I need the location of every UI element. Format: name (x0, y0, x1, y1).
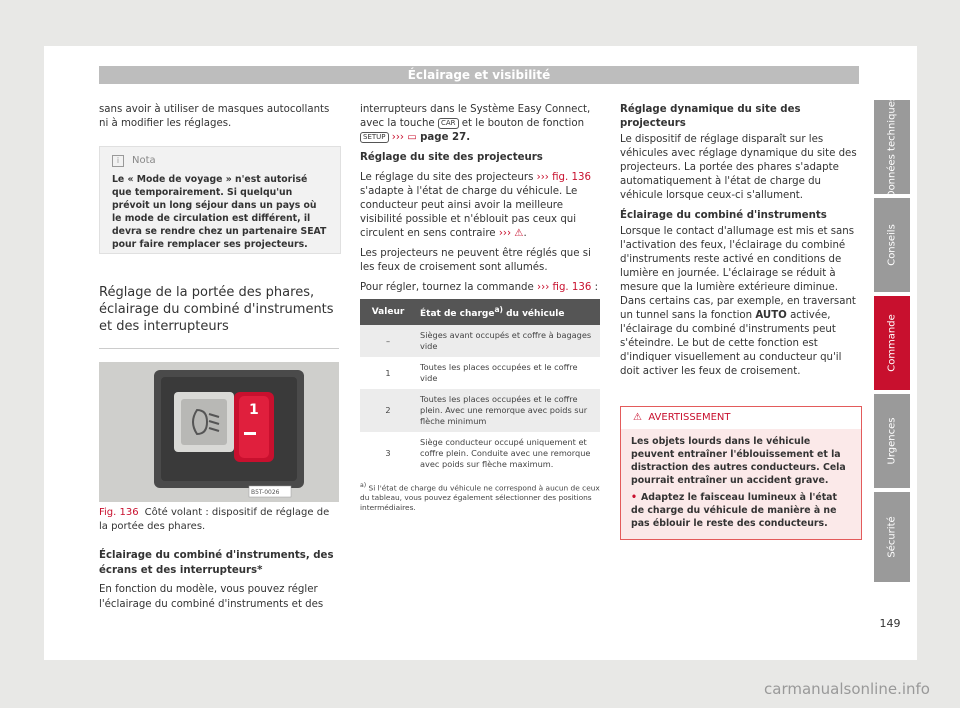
column-2 (360, 103, 600, 513)
col2-para-2: Le réglage du site des projecteurs ››› fig. 136 s'adapte à l'état de charge du véhicule. Le conducteur peut ainsi avoir la meilleure visibilité possible et n'éblouit pas ceux qui circulent en sens contraire ››› ⚠. (360, 172, 591, 239)
col1-intro: sans avoir à utiliser de masques autocollants ni à modifier les réglages. (99, 104, 330, 129)
tab-label: Urgences (886, 417, 898, 465)
col3-para-2 (620, 225, 860, 379)
arrow-icon: ››› (498, 228, 512, 239)
table-header-row (360, 299, 600, 325)
footnote-mark: a) (360, 482, 367, 489)
warning-body (621, 429, 861, 530)
col2-para-1 (360, 103, 600, 145)
info-icon: i (112, 155, 124, 167)
warning-bullet (631, 491, 851, 530)
table-header-state-end: du véhicule (502, 309, 565, 319)
table-cell-value: – (360, 325, 416, 357)
auto-label: AUTO (755, 310, 787, 321)
bullet-icon: • (631, 492, 637, 503)
table-cell-value: 2 (360, 389, 416, 432)
table-header-state-text: État de charge (420, 309, 495, 319)
note-label: Nota (132, 155, 156, 166)
tab-donnees-techniques[interactable] (874, 95, 910, 199)
page-ref: page 27. (420, 132, 471, 143)
warning-bullet-text: Adaptez le faisceau lumineux à l'état de charge du véhicule de manière à ne pas éblouir le reste des conducteurs. (631, 492, 837, 529)
tab-label: Commande (886, 314, 898, 372)
table-cell-value: 3 (385, 448, 391, 458)
tab-urgences[interactable] (874, 394, 910, 488)
book-icon: ▭ (407, 132, 417, 143)
tab-securite[interactable] (874, 492, 910, 582)
table-cell-value: 1 (385, 367, 391, 378)
tab-label: Sécurité (886, 516, 898, 558)
footnote-text: Si l'état de charge du véhicule ne correspond à aucun de ceux du tableau, vous pouvez également sélectionner des positions intermédiaires. (360, 483, 600, 513)
note-box (99, 146, 341, 254)
section-title: Réglage de la portée des phares, éclairage du combiné d'instruments et des interrupteurs (99, 285, 334, 334)
setup-key: SETUP (360, 132, 389, 143)
col2-p2-text-b: s'adapte à l'état de charge du véhicule. Le conducteur peut ainsi avoir la meilleure visibilité possible et n'éblouit pas ceux qui circulent en sens contraire (360, 186, 578, 239)
fig-ref: fig. 136 (552, 172, 591, 183)
section-divider (99, 348, 339, 349)
col2-p4-text: Pour régler, tournez la commande (360, 282, 534, 293)
figure-caption (99, 506, 339, 534)
column-3 (620, 103, 860, 385)
table-row (360, 325, 600, 357)
table-footnote (360, 481, 600, 513)
subheading-instrument-lighting: Éclairage du combiné d'instruments, des écrans et des interrupteurs* (99, 550, 334, 576)
subheading-projector-site: Réglage du site des projecteurs (360, 152, 543, 163)
table-cell-text: Siège conducteur occupé uniquement et coffre plein. Conduite avec une remorque avec poids sur flèche maximum. (420, 437, 591, 469)
col1-bottom-text: En fonction du modèle, vous pouvez régler l'éclairage du combiné d'instruments et des (99, 584, 324, 610)
figure-label: Fig. 136 (99, 507, 139, 518)
note-header (112, 155, 156, 167)
table-cell-text: Sièges avant occupés et coffre à bagages vide (416, 325, 600, 357)
page-header: Éclairage et visibilité (99, 66, 859, 84)
load-table (360, 299, 600, 475)
headlight-control-illustration (99, 362, 339, 502)
figure-caption-text: Côté volant : dispositif de réglage de la portée des phares. (99, 507, 330, 532)
col2-para-3: Les projecteurs ne peuvent être réglés que si les feux de croisement sont allumés. (360, 248, 591, 273)
table-row (360, 357, 600, 389)
tab-conseils[interactable] (874, 198, 910, 292)
page-number: 149 (879, 617, 901, 630)
svg-text:1: 1 (249, 402, 259, 418)
col2-p1-text: interrupteurs dans le Système Easy Connect, avec la touche (360, 104, 591, 129)
warning-icon: ⚠ (633, 412, 642, 423)
arrow-icon: ››› (537, 282, 550, 293)
table-row (360, 432, 600, 475)
table-cell-text: Toutes les places occupées et le coffre plein. Avec une remorque avec poids sur flèche minimum (416, 389, 600, 432)
subheading-instrument: Éclairage du combiné d'instruments (620, 210, 827, 221)
table-header-sup: a) (494, 305, 503, 314)
col1-bottom (99, 548, 339, 612)
col2-p4-colon: : (594, 282, 599, 293)
subheading-dynamic: Réglage dynamique du site des projecteurs (620, 104, 801, 129)
col3-p2-text-b: activée, l'éclairage du combiné d'instruments peut s'éteindre. Le but de cette fonction est d'indiquer visuellement au conducteur qu'il doit activer les feux de croisement. (620, 310, 842, 377)
warning-text: Les objets lourds dans le véhicule peuvent entraîner l'éblouissement et la distraction des autres conducteurs. Cela pourrait entraîner un accident grave. (631, 436, 846, 486)
tab-commande[interactable] (874, 296, 910, 390)
watermark: carmanualsonline.info (764, 680, 930, 698)
warning-header (621, 407, 861, 429)
warning-box (620, 406, 862, 540)
arrow-icon: ››› (391, 132, 404, 143)
tab-label: Données techniques (886, 95, 898, 199)
col3-p2-text: Lorsque le contact d'allumage est mis et sans l'activation des feux, l'éclairage du combiné d'instruments reste activé en conditions de lumière en journée. L'éclairage se réduit à mesure que la lumière extérieure diminue. Dans certains cas, par exemple, en traversant un tunnel sans la fonction (620, 226, 856, 321)
warning-ref-icon: ⚠ (514, 228, 524, 239)
table-row (360, 389, 600, 432)
arrow-icon: ››› (536, 172, 549, 183)
warning-label: AVERTISSEMENT (648, 412, 731, 423)
table-header-value: Valeur (360, 299, 416, 325)
col2-p1-text-b: et le bouton de fonction (461, 118, 585, 129)
tab-label: Conseils (886, 224, 898, 266)
car-key: CAR (438, 118, 459, 129)
figure-code: B5T-0026 (251, 489, 280, 496)
note-text: Le « Mode de voyage » n'est autorisé que temporairement. Si quelqu'un prévoit un long séjour dans un pays où le mode de circulation est différent, il devra se rendre chez un partenaire SEAT pour faire remplacer ses projecteurs. (112, 174, 327, 250)
table-header-state (416, 299, 600, 325)
figure-136 (99, 362, 339, 502)
table-cell-text: Toutes les places occupées et le coffre vide (420, 362, 578, 383)
col3-para-1: Le dispositif de réglage disparaît sur les véhicules avec réglage dynamique du site des projecteurs. La portée des phares s'adapte automatiquement à l'état de charge du véhicule lorsque ceux-ci s'allument. (620, 134, 857, 201)
fig-ref: fig. 136 (552, 282, 592, 293)
col2-p2-text: Le réglage du site des projecteurs (360, 172, 534, 183)
col2-para-4 (360, 281, 600, 295)
